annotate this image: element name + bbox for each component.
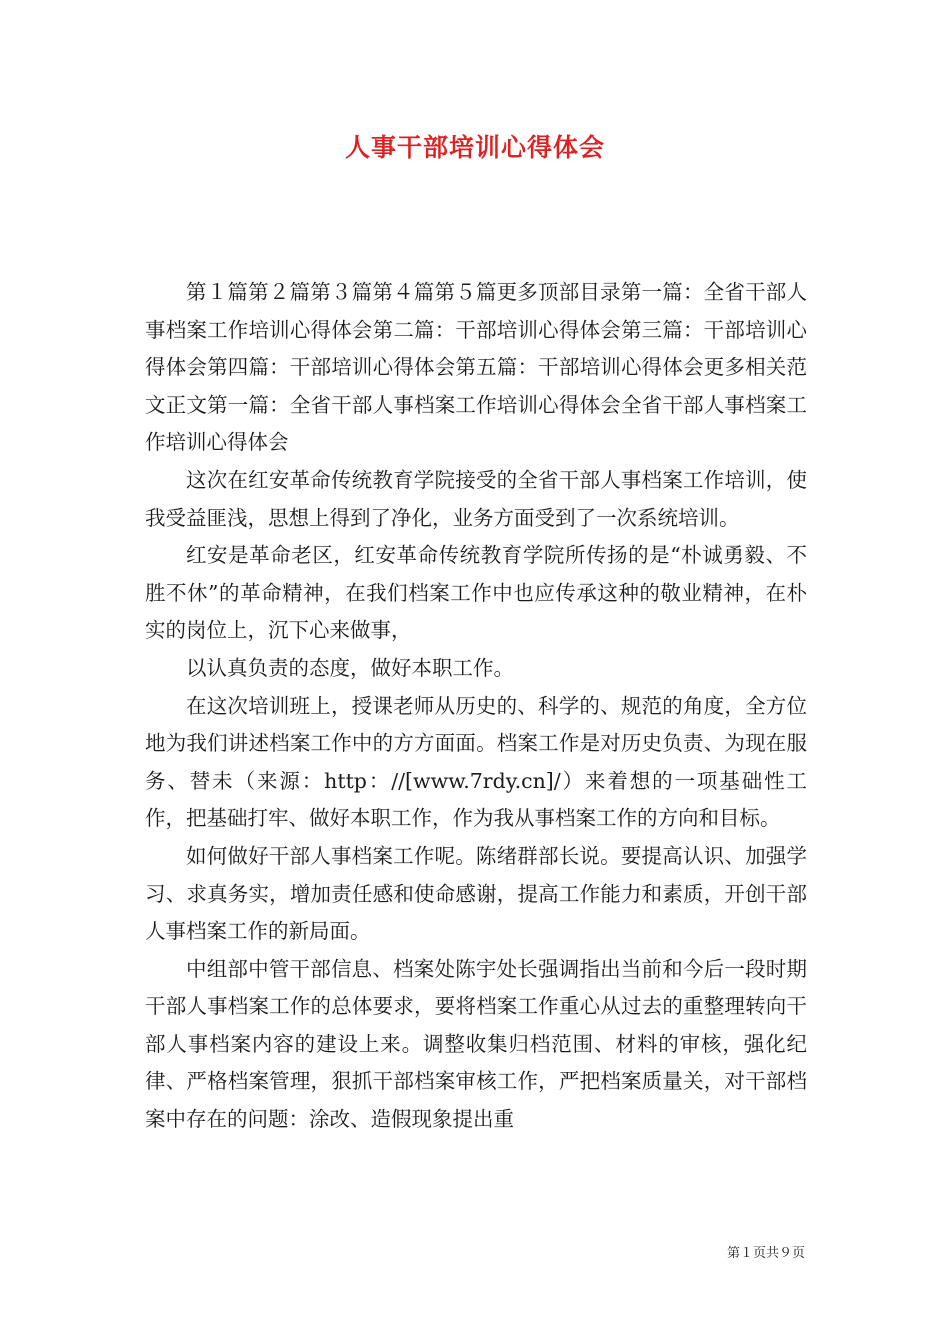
- paragraph: 这次在红安革命传统教育学院接受的全省干部人事档案工作培训，使我受益匪浅，思想上得到了净化，业务方面受到了一次系统培训。: [145, 467, 807, 530]
- paragraph: 如何做好干部人事档案工作呢。陈绪群部长说。要提高认识、加强学习、求真务实，增加责任感和使命感谢，提高工作能力和素质，开创干部人事档案工作的新局面。: [145, 843, 807, 944]
- paragraph: 红安是革命老区，红安革命传统教育学院所传扬的是“朴诚勇毅、不胜不休”的革命精神，在我们档案工作中也应传承这种的敬业精神，在朴实的岗位上，沉下心来做事，: [145, 543, 807, 643]
- document-title: 人事干部培训心得体会: [344, 133, 605, 162]
- page-number-footer: 第１页共９页: [726, 1246, 805, 1261]
- paragraph: 以认真负责的态度，做好本职工作。: [186, 655, 514, 680]
- paragraph: 第１篇第２篇第３篇第４篇第５篇更多顶部目录第一篇：全省干部人事档案工作培训心得体会第二篇：干部培训心得体会第三篇：干部培训心得体会第四篇：干部培训心得体会第五篇：干部培训心得体会更多相关范文正文第一篇：全省干部人事档案工作培训心得体会全省干部人事档案工作培训心得体会: [145, 280, 807, 455]
- document-body: [145, 274, 807, 1139]
- paragraph: 中组部中管干部信息、档案处陈宇处长强调指出当前和今后一段时期干部人事档案工作的总体要求，要将档案工作重心从过去的重整理转向干部人事档案内容的建设上来。调整收集归档范围、材料的审核，强化纪律、严格档案管理，狠抓干部档案审核工作，严把档案质量关，对干部档案中存在的问题：涂改、造假现象提出重: [145, 956, 807, 1132]
- paragraph: 在这次培训班上，授课老师从历史的、科学的、规范的角度，全方位地为我们讲述档案工作中的方方面面。档案工作是对历史负责、为现在服务、替未（来源：http：//[www.7rdy.cn]/）来着想的一项基础性工作，把基础打牢、做好本职工作，作为我从事档案工作的方向和目标。: [145, 693, 807, 831]
